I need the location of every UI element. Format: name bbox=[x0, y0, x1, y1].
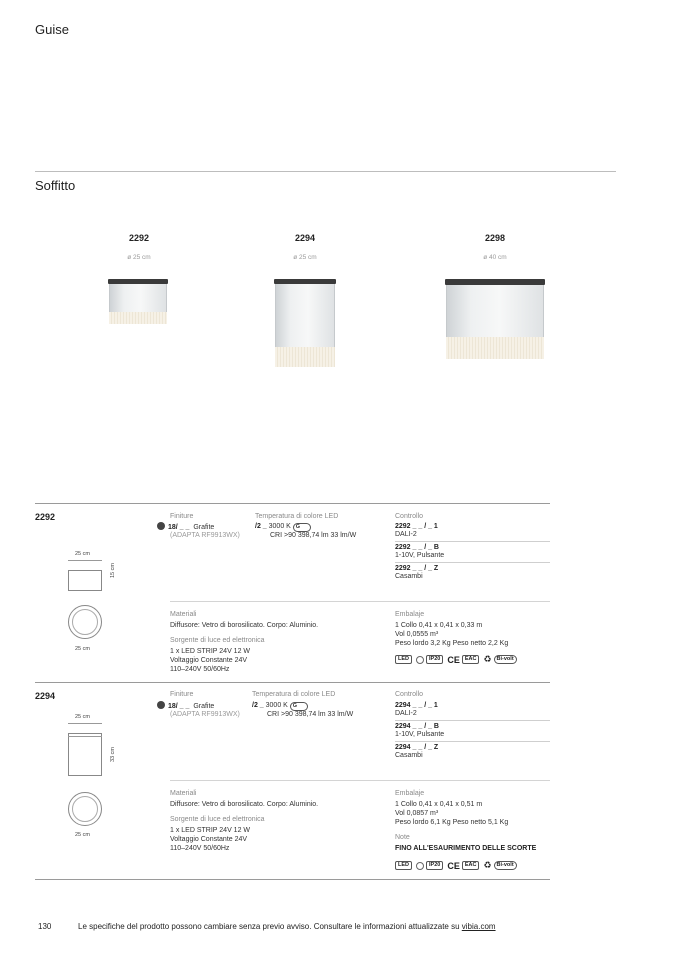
label-finiture: Finiture bbox=[170, 691, 194, 698]
label-sorgente: Sorgente di luce ed elettronica bbox=[170, 637, 265, 644]
source-line: 1 x LED STRIP 24V 12 W bbox=[170, 648, 251, 655]
dim-diameter: 25 cm bbox=[75, 832, 90, 838]
product-2292 bbox=[84, 233, 194, 261]
finish-name: Grafite bbox=[193, 524, 215, 531]
source-line: 110–240V 50/60Hz bbox=[170, 666, 230, 673]
control-divider bbox=[395, 562, 550, 563]
label-materiali: Materiali bbox=[170, 790, 197, 797]
ce-icon: CE bbox=[447, 654, 460, 665]
ip20-icon: IP20 bbox=[426, 655, 443, 664]
label-embalaje: Embalaje bbox=[395, 611, 425, 618]
finish-name: Grafite bbox=[193, 703, 215, 710]
temp-value: 3000 K bbox=[265, 702, 288, 709]
control-code: 2292 _ _ / _ Z bbox=[395, 565, 439, 572]
led-icon: LED bbox=[395, 655, 412, 664]
control-divider bbox=[395, 541, 550, 542]
spec-subdivider bbox=[170, 780, 550, 781]
label-temperatura: Temperatura di colore LED bbox=[252, 691, 336, 698]
source-line: 110–240V 50/60Hz bbox=[170, 845, 230, 852]
color-swatch bbox=[157, 522, 165, 530]
spec-divider bbox=[35, 879, 550, 880]
control-code: 2292 _ _ / _ 1 bbox=[395, 523, 438, 530]
note-text: FINO ALL'ESAURIMENTO DELLE SCORTE bbox=[395, 845, 537, 852]
materials-text: Diffusore: Vetro di borosilicato. Corpo: Aluminio. bbox=[170, 801, 319, 808]
source-line: 1 x LED STRIP 24V 12 W bbox=[170, 827, 251, 834]
packaging-line: Vol 0,0555 m³ bbox=[395, 631, 439, 638]
ip20-icon: IP20 bbox=[426, 861, 443, 870]
cri-row: CRI >90 398,74 lm 33 lm/W bbox=[267, 711, 354, 718]
top-view-inner-ring bbox=[72, 796, 98, 822]
packaging-line: 1 Collo 0,41 x 0,41 x 0,51 m bbox=[395, 801, 483, 808]
ce-icon: CE bbox=[447, 860, 460, 871]
control-desc: Casambi bbox=[395, 752, 423, 759]
label-materiali: Materiali bbox=[170, 611, 197, 618]
spec-code-2294: 2294 bbox=[35, 691, 56, 701]
dim-height: 15 cm bbox=[110, 563, 116, 578]
section-divider bbox=[35, 171, 616, 172]
control-desc: Casambi bbox=[395, 573, 423, 580]
control-code: 2292 _ _ / _ B bbox=[395, 544, 439, 551]
product-2298 bbox=[440, 233, 550, 261]
bivolt-icon: Bi-volt bbox=[494, 861, 517, 870]
section-title: Soffitto bbox=[35, 178, 76, 193]
dimmable-icon bbox=[416, 656, 424, 664]
energy-badge: G bbox=[293, 523, 311, 532]
control-code: 2294 _ _ / _ Z bbox=[395, 744, 439, 751]
side-view-drawing bbox=[68, 570, 102, 591]
spec-subdivider bbox=[170, 601, 550, 602]
recycle-icon: ♻ bbox=[483, 860, 492, 870]
footer-link[interactable]: vibia.com bbox=[461, 922, 496, 931]
dim-width: 25 cm bbox=[75, 551, 90, 557]
led-icon: LED bbox=[395, 861, 412, 870]
lamp-image-2294 bbox=[274, 279, 336, 367]
page-number: 130 bbox=[38, 922, 52, 931]
top-view-inner-ring bbox=[72, 609, 98, 635]
control-desc: DALI-2 bbox=[395, 710, 417, 717]
product-diameter: ø 25 cm bbox=[293, 254, 317, 261]
dim-diameter: 25 cm bbox=[75, 646, 90, 652]
spec-divider bbox=[35, 682, 550, 683]
family-title: Guise bbox=[35, 22, 69, 37]
product-code: 2292 bbox=[128, 233, 150, 243]
control-desc: 1-10V, Pulsante bbox=[395, 552, 445, 559]
temp-value: 3000 K bbox=[268, 523, 291, 530]
spec-divider bbox=[35, 503, 550, 504]
energy-badge: G bbox=[290, 702, 308, 711]
label-sorgente: Sorgente di luce ed elettronica bbox=[170, 816, 265, 823]
dim-line bbox=[68, 560, 102, 561]
temp-code: /2 _ bbox=[255, 523, 267, 530]
packaging-line: Vol 0,0857 m³ bbox=[395, 810, 439, 817]
label-temperatura: Temperatura di colore LED bbox=[255, 513, 339, 520]
finish-note: (ADAPTA RF9913WX) bbox=[170, 711, 240, 718]
color-swatch bbox=[157, 701, 165, 709]
control-desc: 1-10V, Pulsante bbox=[395, 731, 445, 738]
bivolt-icon: Bi-volt bbox=[494, 655, 517, 664]
finish-note: (ADAPTA RF9913WX) bbox=[170, 532, 240, 539]
dimmable-icon bbox=[416, 862, 424, 870]
recycle-icon: ♻ bbox=[483, 654, 492, 664]
certification-icons bbox=[395, 654, 519, 665]
label-controllo: Controllo bbox=[395, 513, 424, 520]
product-2294 bbox=[250, 233, 360, 261]
source-line: Voltaggio Constante 24V bbox=[170, 657, 248, 664]
lamp-image-2292 bbox=[108, 279, 168, 324]
lamp-image-2298 bbox=[445, 279, 545, 359]
control-code: 2294 _ _ / _ 1 bbox=[395, 702, 438, 709]
certification-icons bbox=[395, 860, 519, 871]
finish-code: 18/ _ _ bbox=[168, 524, 190, 531]
product-code: 2298 bbox=[484, 233, 506, 243]
dim-width: 25 cm bbox=[75, 714, 90, 720]
packaging-line: Peso lordo 6,1 Kg Peso netto 5,1 Kg bbox=[395, 819, 509, 826]
control-divider bbox=[395, 741, 550, 742]
control-code: 2294 _ _ / _ B bbox=[395, 723, 439, 730]
dim-height: 33 cm bbox=[110, 747, 116, 762]
cri-row: CRI >90 398,74 lm 33 lm/W bbox=[270, 532, 357, 539]
product-diameter: ø 25 cm bbox=[127, 254, 151, 261]
product-diameter: ø 40 cm bbox=[483, 254, 507, 261]
footer-text: Le specifiche del prodotto possono cambiare senza previo avviso. Consultare le informazioni attualizzate su bbox=[78, 922, 462, 931]
eac-icon: EAC bbox=[462, 655, 480, 664]
temp-code: /2 _ bbox=[252, 702, 264, 709]
label-embalaje: Embalaje bbox=[395, 790, 425, 797]
source-line: Voltaggio Constante 24V bbox=[170, 836, 248, 843]
label-note: Note bbox=[395, 834, 410, 841]
label-finiture: Finiture bbox=[170, 513, 194, 520]
dim-line bbox=[68, 723, 102, 724]
finish-code: 18/ _ _ bbox=[168, 703, 190, 710]
product-code: 2294 bbox=[294, 233, 316, 243]
label-controllo: Controllo bbox=[395, 691, 424, 698]
packaging-line: Peso lordo 3,2 Kg Peso netto 2,2 Kg bbox=[395, 640, 509, 647]
materials-text: Diffusore: Vetro di borosilicato. Corpo: Aluminio. bbox=[170, 622, 319, 629]
footer-note bbox=[78, 922, 496, 931]
cap-line bbox=[68, 736, 102, 737]
packaging-line: 1 Collo 0,41 x 0,41 x 0,33 m bbox=[395, 622, 483, 629]
control-desc: DALI-2 bbox=[395, 531, 417, 538]
control-divider bbox=[395, 720, 550, 721]
side-view-drawing bbox=[68, 733, 102, 776]
eac-icon: EAC bbox=[462, 861, 480, 870]
spec-code-2292: 2292 bbox=[35, 512, 56, 522]
